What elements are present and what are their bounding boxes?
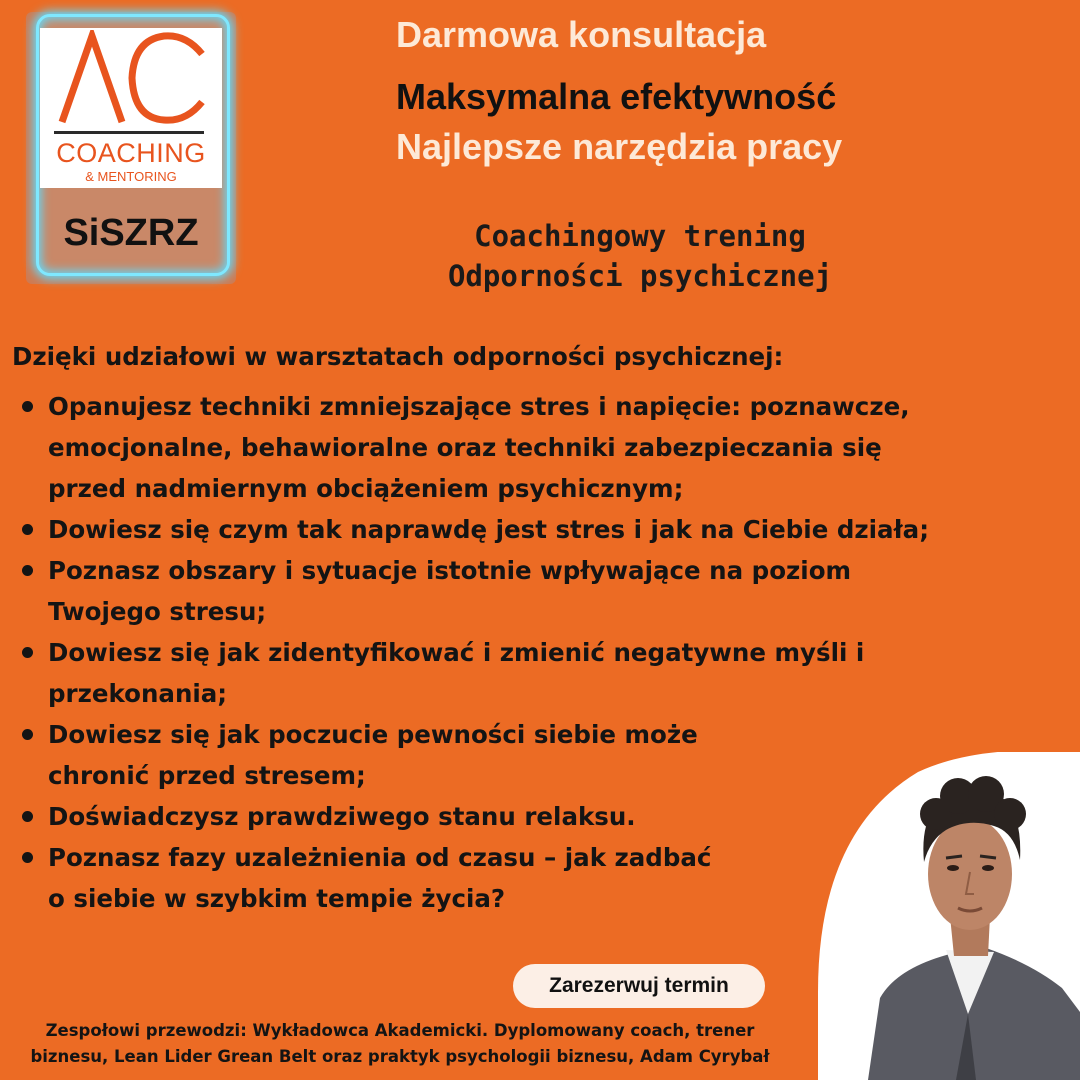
list-item-line: Twojego stresu; [48, 597, 267, 626]
headline-best-tools: Najlepsze narzędzia pracy [396, 126, 843, 167]
coach-portrait-photo [818, 752, 1080, 1080]
list-item-line: Dowiesz się jak zidentyfikować i zmienić negatywne myśli i [48, 638, 865, 667]
list-item [16, 386, 1076, 509]
list-item-line: przekonania; [48, 679, 228, 708]
headline-max-efficiency: Maksymalna efektywność [396, 76, 837, 117]
list-item-line: Opanujesz techniki zmniejszające stres i napięcie: poznawcze, [48, 392, 910, 421]
list-item-line: chronić przed stresem; [48, 761, 366, 790]
bullet-dot-icon [22, 401, 33, 412]
list-item [16, 509, 1076, 550]
list-item-line: Poznasz fazy uzależnienia od czasu – jak zadbać [48, 843, 712, 872]
logo-divider [54, 131, 204, 134]
list-item [16, 550, 1076, 632]
logo-mentoring-text: & MENTORING [85, 169, 177, 184]
list-item-line: Dowiesz się czym tak naprawdę jest stres i jak na Ciebie działa; [48, 515, 929, 544]
bullet-dot-icon [22, 524, 33, 535]
bullet-dot-icon [22, 565, 33, 576]
logo-badge-text: SiSZRZ [63, 212, 199, 254]
headline-free-consultation: Darmowa konsultacja [396, 14, 767, 55]
logo-coaching-text: COACHING [56, 138, 206, 168]
footer-line: Zespołowi przewodzi: Wykładowca Akademicki. Dyplomowany coach, trener [45, 1021, 755, 1040]
list-item-line: przed nadmiernym obciążeniem psychicznym; [48, 474, 684, 503]
bullet-dot-icon [22, 729, 33, 740]
footer-credits [0, 1018, 800, 1070]
bullet-dot-icon [22, 852, 33, 863]
list-item-line: emocjonalne, behawioralne oraz techniki zabezpieczania się [48, 433, 882, 462]
list-item [16, 632, 1076, 714]
list-item-line: Dowiesz się jak poczucie pewności siebie może [48, 720, 698, 749]
bullet-dot-icon [22, 811, 33, 822]
list-item-line: Poznasz obszary i sytuacje istotnie wpływające na poziom [48, 556, 852, 585]
intro-text: Dzięki udziałowi w warsztatach odporności psychicznej: [12, 342, 784, 371]
list-item-line: o siebie w szybkim tempie życia? [48, 884, 506, 913]
training-title-line1: Coachingowy trening [474, 219, 806, 253]
ac-logo-mark [52, 30, 212, 126]
bullet-dot-icon [22, 647, 33, 658]
book-appointment-button[interactable]: Zarezerwuj termin [513, 964, 765, 1008]
list-item-line: Doświadczysz prawdziwego stanu relaksu. [48, 802, 636, 831]
training-title-line2: Odporności psychicznej [447, 259, 833, 293]
footer-line: biznesu, Lean Lider Grean Belt oraz praktyk psychologii biznesu, Adam Cyrybał [30, 1047, 770, 1066]
